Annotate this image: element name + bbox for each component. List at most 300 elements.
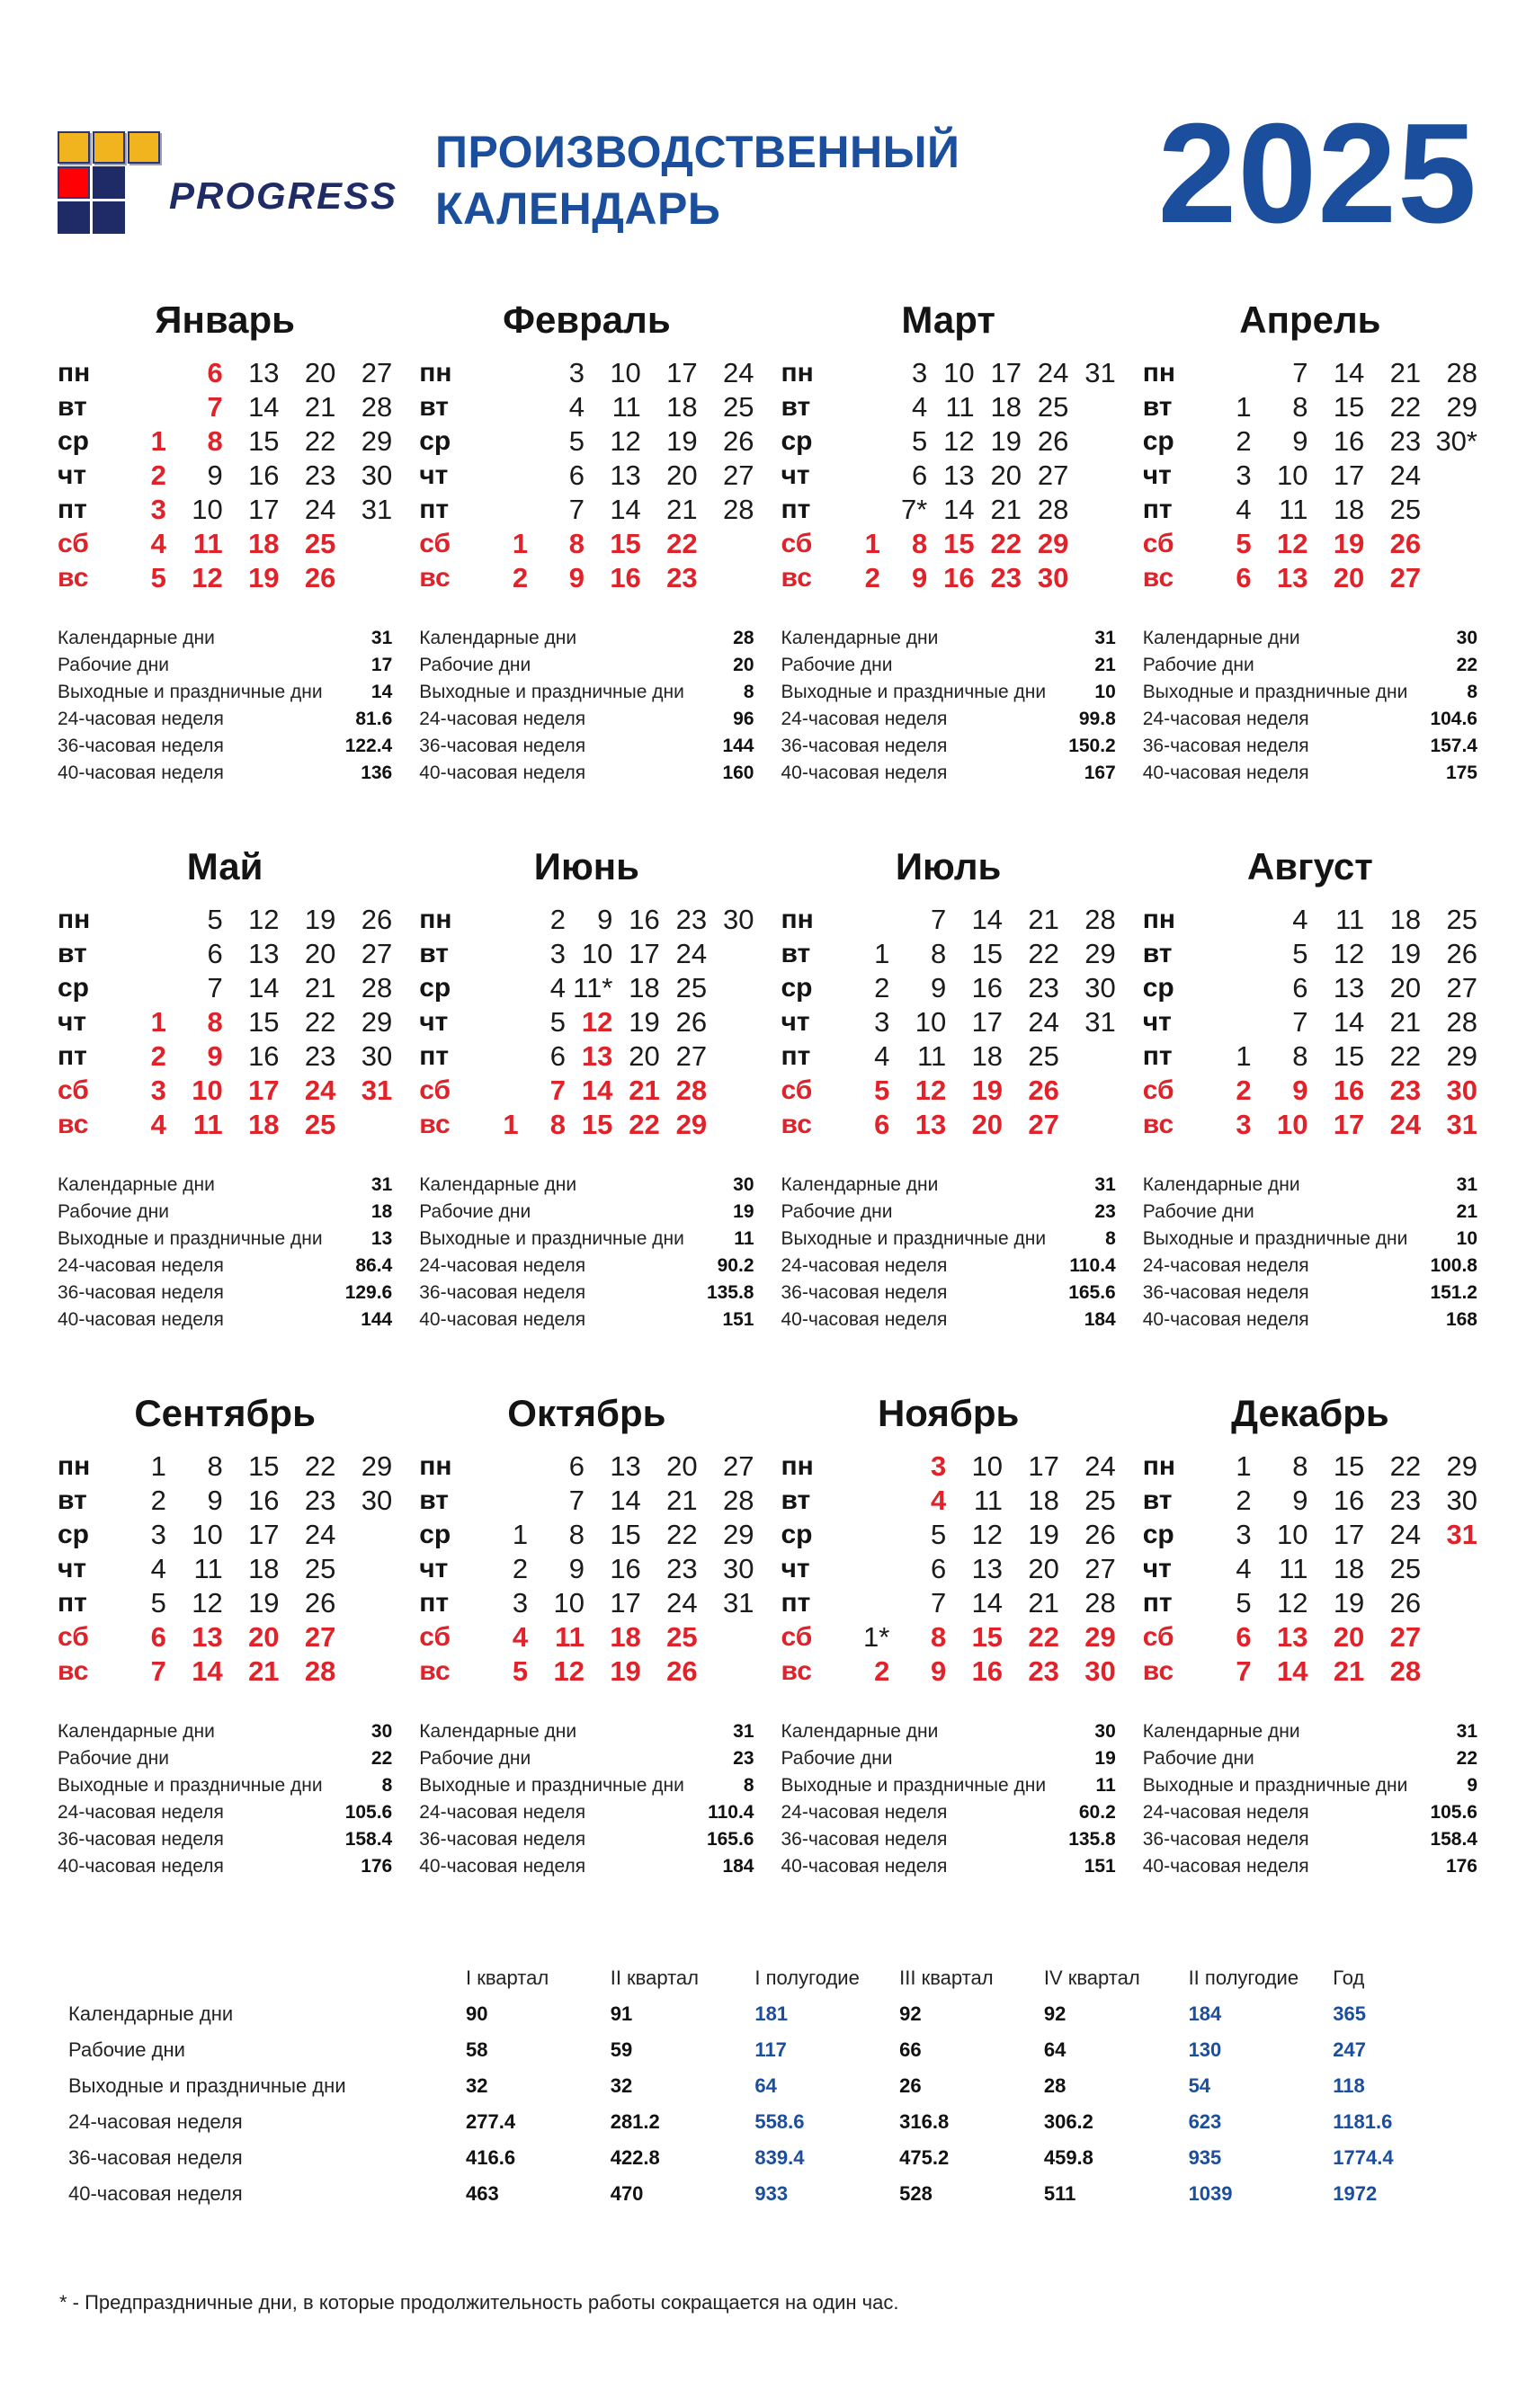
day-cell: 30*	[1435, 425, 1477, 457]
day-cell: 29	[1446, 391, 1477, 423]
stat-row	[1143, 709, 1477, 736]
stat-row	[1143, 1748, 1477, 1775]
day-cell: 27	[361, 938, 393, 969]
weekday-row	[58, 1654, 392, 1689]
weekday-row	[781, 424, 1116, 459]
month-block	[419, 299, 754, 789]
day-cell: 27	[1028, 1109, 1059, 1140]
stat-row	[419, 1829, 754, 1856]
stat-value: 10	[1456, 1228, 1477, 1249]
stat-row	[1143, 1829, 1477, 1856]
day-cell: 24	[675, 938, 708, 969]
stat-row	[781, 1228, 1116, 1255]
stat-row	[419, 1856, 754, 1883]
day-cell: 3	[150, 1519, 166, 1550]
weekday-row	[1143, 561, 1477, 595]
stat-row	[58, 763, 392, 789]
stat-row	[1143, 1228, 1477, 1255]
stat-row	[1143, 1255, 1477, 1282]
day-cell: 15	[248, 425, 280, 457]
weekday-label: сб	[419, 1622, 451, 1652]
stat-label: Выходные и праздничные дни	[1142, 1228, 1408, 1249]
day-cell: 25	[666, 1621, 698, 1653]
stat-row	[419, 736, 754, 763]
day-cell: 6	[1292, 972, 1308, 1003]
summary-row-label: 36-часовая неделя	[68, 2146, 243, 2169]
day-cell: 30	[1084, 1655, 1116, 1687]
day-cell: 28	[1084, 904, 1116, 935]
day-cell: 24	[304, 1075, 336, 1106]
weekday-row	[1143, 424, 1477, 459]
weekday-label: пт	[1142, 1588, 1173, 1618]
day-cell: 24	[1389, 459, 1422, 491]
stat-value: 10	[1094, 682, 1116, 702]
stat-label: 36-часовая неделя	[1142, 1829, 1309, 1850]
day-cell: 1*	[863, 1621, 890, 1653]
day-cell: 6	[912, 459, 928, 491]
summary-value: 28	[1043, 2074, 1066, 2097]
day-cell: 17	[666, 357, 698, 388]
stat-value: 28	[733, 628, 754, 648]
day-cell: 2	[1236, 1075, 1252, 1106]
day-cell: 5	[930, 1519, 947, 1550]
day-cell: 19	[1028, 1519, 1059, 1550]
summary-value: 32	[610, 2074, 633, 2097]
stat-value: 81.6	[355, 709, 393, 729]
stat-value: 23	[733, 1748, 754, 1769]
day-cell: 16	[248, 1040, 280, 1072]
weekday-label: пн	[58, 1451, 91, 1481]
day-cell: 27	[675, 1040, 708, 1072]
stat-value: 30	[1094, 1721, 1116, 1742]
weekday-label: ср	[781, 426, 813, 456]
summary-value: 933	[754, 2182, 789, 2205]
month-stats	[1143, 1721, 1477, 1883]
day-cell: 22	[629, 1109, 660, 1140]
weekday-row	[419, 459, 754, 493]
day-cell: 1	[1236, 1450, 1252, 1482]
summary-value: 316.8	[899, 2110, 950, 2133]
month-block	[781, 299, 1116, 789]
weekday-row	[419, 1108, 754, 1142]
day-cell: 18	[248, 1109, 280, 1140]
day-cell: 25	[1028, 1040, 1059, 1072]
weekday-label: вс	[419, 563, 451, 593]
summary-value: 117	[754, 2038, 787, 2061]
weekday-label: сб	[419, 529, 451, 558]
day-cell: 20	[971, 1109, 1004, 1140]
stat-value: 9	[1467, 1775, 1477, 1796]
day-cell: 9	[912, 562, 928, 593]
weekday-row	[419, 1039, 754, 1074]
stat-row	[1143, 1775, 1477, 1802]
stat-value: 150.2	[1068, 736, 1116, 756]
day-cell: 12	[1276, 528, 1308, 559]
weekday-row	[58, 1620, 392, 1654]
stat-label: Выходные и праздничные дни	[419, 1775, 684, 1796]
stat-row	[1143, 763, 1477, 789]
weekday-row	[1143, 527, 1477, 561]
stat-row	[58, 1748, 392, 1775]
day-cell: 27	[304, 1621, 336, 1653]
stat-label: 36-часовая неделя	[58, 1282, 224, 1303]
day-cell: 24	[1084, 1450, 1116, 1482]
stat-label: 24-часовая неделя	[781, 709, 948, 729]
page-title-line2: КАЛЕНДАРЬ	[435, 183, 721, 234]
stat-row	[781, 1255, 1116, 1282]
stat-row	[58, 1802, 392, 1829]
weekday-row	[1143, 1654, 1477, 1689]
month-day-grid	[1143, 356, 1477, 595]
stat-label: Рабочие дни	[419, 655, 531, 675]
stat-row	[781, 1775, 1116, 1802]
day-cell: 25	[675, 972, 708, 1003]
stat-row	[1143, 1721, 1477, 1748]
weekday-label: пт	[58, 1588, 87, 1618]
day-cell: 20	[304, 357, 336, 388]
day-cell: 17	[1333, 1109, 1365, 1140]
year-label: 2025	[1157, 94, 1477, 253]
day-cell: 11*	[573, 972, 613, 1003]
summary-value: 365	[1333, 2002, 1366, 2025]
stat-label: Рабочие дни	[1142, 1201, 1254, 1222]
day-cell: 8	[207, 425, 223, 457]
stat-label: 36-часовая неделя	[419, 736, 586, 756]
stat-value: 151	[722, 1309, 754, 1330]
day-cell: 28	[1389, 1655, 1422, 1687]
weekday-label: чт	[419, 460, 449, 490]
day-cell: 6	[1236, 562, 1252, 593]
day-cell: 29	[675, 1109, 708, 1140]
weekday-row	[58, 1552, 392, 1586]
summary-value: 623	[1188, 2110, 1222, 2133]
weekday-label: сб	[58, 1622, 89, 1652]
weekday-label: пт	[419, 495, 450, 524]
day-cell: 29	[361, 1450, 393, 1482]
day-cell: 24	[1028, 1006, 1059, 1038]
stat-label: 36-часовая неделя	[781, 1829, 948, 1850]
weekday-label: сб	[58, 529, 89, 558]
day-cell: 5	[912, 425, 928, 457]
day-cell: 23	[990, 562, 1022, 593]
day-cell: 27	[1037, 459, 1069, 491]
day-cell: 17	[971, 1006, 1004, 1038]
stat-row	[58, 1282, 392, 1309]
month-block	[1143, 299, 1477, 789]
day-cell: 10	[1276, 1519, 1308, 1550]
day-cell: 22	[1028, 938, 1059, 969]
day-cell: 30	[723, 1553, 754, 1584]
weekday-row	[781, 1108, 1116, 1142]
day-cell: 2	[1236, 1485, 1252, 1516]
stat-value: 19	[733, 1201, 754, 1222]
day-cell: 20	[990, 459, 1022, 491]
weekday-label: вт	[58, 392, 87, 422]
day-cell: 10	[553, 1587, 585, 1619]
weekday-row	[1143, 1449, 1477, 1484]
weekday-row	[419, 1654, 754, 1689]
day-cell: 7*	[900, 494, 928, 525]
header	[58, 94, 1477, 257]
day-cell: 15	[1333, 1040, 1365, 1072]
day-cell: 22	[666, 528, 698, 559]
summary-column-header: II квартал	[610, 1967, 699, 1989]
weekday-label: ср	[1142, 1520, 1174, 1549]
day-cell: 30	[361, 1485, 393, 1516]
day-cell: 28	[1084, 1587, 1116, 1619]
day-cell: 24	[1389, 1519, 1422, 1550]
summary-value: 90	[466, 2002, 488, 2025]
month-block	[58, 1392, 392, 1883]
day-cell: 30	[1037, 562, 1069, 593]
stat-label: Рабочие дни	[419, 1201, 531, 1222]
stat-row	[781, 1201, 1116, 1228]
day-cell: 4	[150, 528, 166, 559]
day-cell: 28	[675, 1075, 708, 1106]
weekday-label: ср	[58, 1520, 90, 1549]
weekday-row	[58, 1108, 392, 1142]
stat-label: Выходные и праздничные дни	[58, 1228, 323, 1249]
day-cell: 23	[304, 459, 336, 491]
month-title: Февраль	[503, 299, 671, 341]
weekday-row	[419, 356, 754, 390]
stat-row	[781, 1802, 1116, 1829]
weekday-label: вс	[1142, 563, 1174, 593]
page-title	[435, 124, 959, 237]
weekday-row	[781, 903, 1116, 937]
summary-value: 64	[754, 2074, 777, 2097]
day-cell: 12	[1276, 1587, 1308, 1619]
stat-value: 175	[1445, 763, 1477, 783]
weekday-row	[781, 561, 1116, 595]
summary-value: 1039	[1188, 2182, 1233, 2205]
day-cell: 13	[1276, 1621, 1308, 1653]
month-block	[419, 845, 754, 1336]
day-cell: 8	[568, 528, 585, 559]
stat-row	[58, 655, 392, 682]
weekday-label: пт	[781, 495, 811, 524]
stat-value: 165.6	[706, 1829, 754, 1850]
month-day-grid	[1143, 903, 1477, 1142]
day-cell: 19	[1333, 1587, 1365, 1619]
stat-value: 158.4	[344, 1829, 393, 1850]
month-day-grid	[781, 903, 1116, 1142]
stat-row	[419, 763, 754, 789]
day-cell: 27	[723, 1450, 754, 1482]
weekday-label: вт	[58, 1485, 87, 1515]
weekday-row	[1143, 1586, 1477, 1620]
month-stats	[419, 1174, 754, 1336]
weekday-row	[1143, 390, 1477, 424]
day-cell: 29	[1084, 938, 1116, 969]
day-cell: 7	[207, 972, 223, 1003]
weekday-label: вс	[58, 1110, 89, 1139]
month-title: Октябрь	[507, 1392, 666, 1434]
stat-label: 24-часовая неделя	[781, 1255, 948, 1276]
stat-row	[1143, 628, 1477, 655]
weekday-label: вт	[781, 939, 811, 968]
stat-label: Рабочие дни	[58, 1748, 170, 1769]
day-cell: 3	[1236, 1519, 1252, 1550]
summary-table	[58, 1960, 1477, 2212]
summary-column-header: III квартал	[899, 1967, 994, 1989]
day-cell: 20	[666, 1450, 698, 1482]
weekday-label: ср	[781, 1520, 813, 1549]
summary-value: 32	[466, 2074, 488, 2097]
stat-row	[1143, 1802, 1477, 1829]
day-cell: 23	[1389, 1485, 1422, 1516]
weekday-row	[419, 971, 754, 1005]
weekday-label: чт	[781, 1007, 810, 1037]
weekday-label: вт	[419, 939, 449, 968]
day-cell: 22	[304, 425, 336, 457]
day-cell: 23	[1028, 972, 1059, 1003]
day-cell: 15	[248, 1006, 280, 1038]
month-day-grid	[781, 356, 1116, 595]
stat-row	[419, 1174, 754, 1201]
stat-label: 24-часовая неделя	[58, 709, 224, 729]
stat-value: 8	[743, 1775, 754, 1796]
stat-row	[58, 1228, 392, 1255]
stat-value: 176	[361, 1856, 393, 1877]
day-cell: 12	[1333, 938, 1365, 969]
day-cell: 4	[874, 1040, 890, 1072]
day-cell: 1	[150, 425, 166, 457]
stat-value: 136	[361, 763, 393, 783]
day-cell: 4	[1292, 904, 1308, 935]
day-cell: 14	[1333, 357, 1365, 388]
day-cell: 21	[304, 972, 336, 1003]
day-cell: 31	[1084, 1006, 1116, 1038]
stat-value: 184	[1084, 1309, 1116, 1330]
stat-row	[419, 1748, 754, 1775]
day-cell: 20	[1389, 972, 1422, 1003]
logo-wordmark: PROGRESS	[169, 174, 398, 217]
day-cell: 21	[304, 391, 336, 423]
day-cell: 30	[1084, 972, 1116, 1003]
summary-value: 66	[899, 2038, 922, 2061]
day-cell: 26	[1446, 938, 1477, 969]
weekday-row	[781, 356, 1116, 390]
day-cell: 19	[971, 1075, 1004, 1106]
stat-row	[419, 1802, 754, 1829]
weekday-row	[58, 493, 392, 527]
day-cell: 13	[1333, 972, 1365, 1003]
day-cell: 22	[990, 528, 1022, 559]
day-cell: 26	[1028, 1075, 1059, 1106]
weekday-row	[58, 390, 392, 424]
weekday-label: сб	[419, 1075, 451, 1105]
weekday-label: пн	[58, 905, 91, 934]
stat-row	[58, 709, 392, 736]
day-cell: 12	[610, 425, 641, 457]
weekday-row	[1143, 1005, 1477, 1039]
stat-label: 36-часовая неделя	[781, 1282, 948, 1303]
weekday-label: пн	[419, 358, 452, 388]
weekday-row	[781, 1552, 1116, 1586]
day-cell: 11	[1279, 494, 1308, 525]
weekday-label: вт	[419, 392, 449, 422]
day-cell: 2	[874, 1655, 890, 1687]
weekday-label: ср	[419, 1520, 451, 1549]
day-cell: 31	[361, 1075, 393, 1106]
stat-label: Рабочие дни	[781, 1201, 893, 1222]
day-cell: 20	[1333, 562, 1365, 593]
summary-value: 935	[1188, 2146, 1222, 2169]
day-cell: 17	[990, 357, 1022, 388]
day-cell: 19	[1333, 528, 1365, 559]
weekday-label: пт	[58, 1041, 87, 1071]
weekday-label: вс	[781, 1656, 812, 1686]
day-cell: 2	[512, 1553, 529, 1584]
day-cell: 8	[930, 938, 947, 969]
weekday-row	[419, 1518, 754, 1552]
weekday-label: чт	[419, 1007, 449, 1037]
day-cell: 12	[553, 1655, 585, 1687]
day-cell: 17	[629, 938, 660, 969]
day-cell: 29	[1446, 1040, 1477, 1072]
day-cell: 26	[675, 1006, 708, 1038]
stat-value: 168	[1445, 1309, 1477, 1330]
stat-row	[781, 655, 1116, 682]
stat-value: 60.2	[1078, 1802, 1116, 1823]
day-cell: 25	[1389, 1553, 1422, 1584]
weekday-row	[58, 459, 392, 493]
stat-value: 122.4	[344, 736, 393, 756]
day-cell: 18	[629, 972, 660, 1003]
weekday-row	[781, 1586, 1116, 1620]
weekday-row	[781, 1039, 1116, 1074]
weekday-label: пн	[1142, 905, 1175, 934]
day-cell: 11	[555, 1621, 585, 1653]
month-title: Июнь	[533, 845, 639, 887]
stat-row	[419, 1201, 754, 1228]
stat-label: Календарные дни	[419, 1174, 577, 1195]
day-cell: 17	[1333, 459, 1365, 491]
day-cell: 22	[1389, 391, 1422, 423]
day-cell: 8	[912, 528, 928, 559]
day-cell: 12	[943, 425, 975, 457]
summary-value: 118	[1333, 2074, 1365, 2097]
day-cell: 11	[945, 391, 975, 423]
day-cell: 23	[666, 1553, 698, 1584]
month-block	[1143, 1392, 1477, 1883]
month-title: Сентябрь	[134, 1392, 316, 1434]
day-cell: 16	[943, 562, 975, 593]
day-cell: 20	[248, 1621, 280, 1653]
stat-row	[781, 736, 1116, 763]
day-cell: 22	[666, 1519, 698, 1550]
weekday-label: пн	[419, 905, 452, 934]
month-day-grid	[58, 903, 392, 1142]
stat-label: 40-часовая неделя	[781, 1309, 948, 1330]
day-cell: 26	[1389, 1587, 1422, 1619]
day-cell: 5	[1236, 528, 1252, 559]
stat-label: 24-часовая неделя	[419, 1255, 586, 1276]
logo-square-navy	[93, 166, 125, 199]
weekday-row	[419, 1074, 754, 1108]
month-title: Июль	[895, 845, 1002, 887]
day-cell: 29	[361, 1006, 393, 1038]
day-cell: 23	[1389, 1075, 1422, 1106]
day-cell: 11	[611, 391, 641, 423]
logo-square-red	[58, 166, 90, 199]
day-cell: 4	[549, 972, 566, 1003]
summary-value: 459.8	[1043, 2146, 1093, 2169]
summary-column-header: Год	[1333, 1967, 1365, 1989]
day-cell: 10	[192, 1519, 223, 1550]
stat-row	[58, 1174, 392, 1201]
